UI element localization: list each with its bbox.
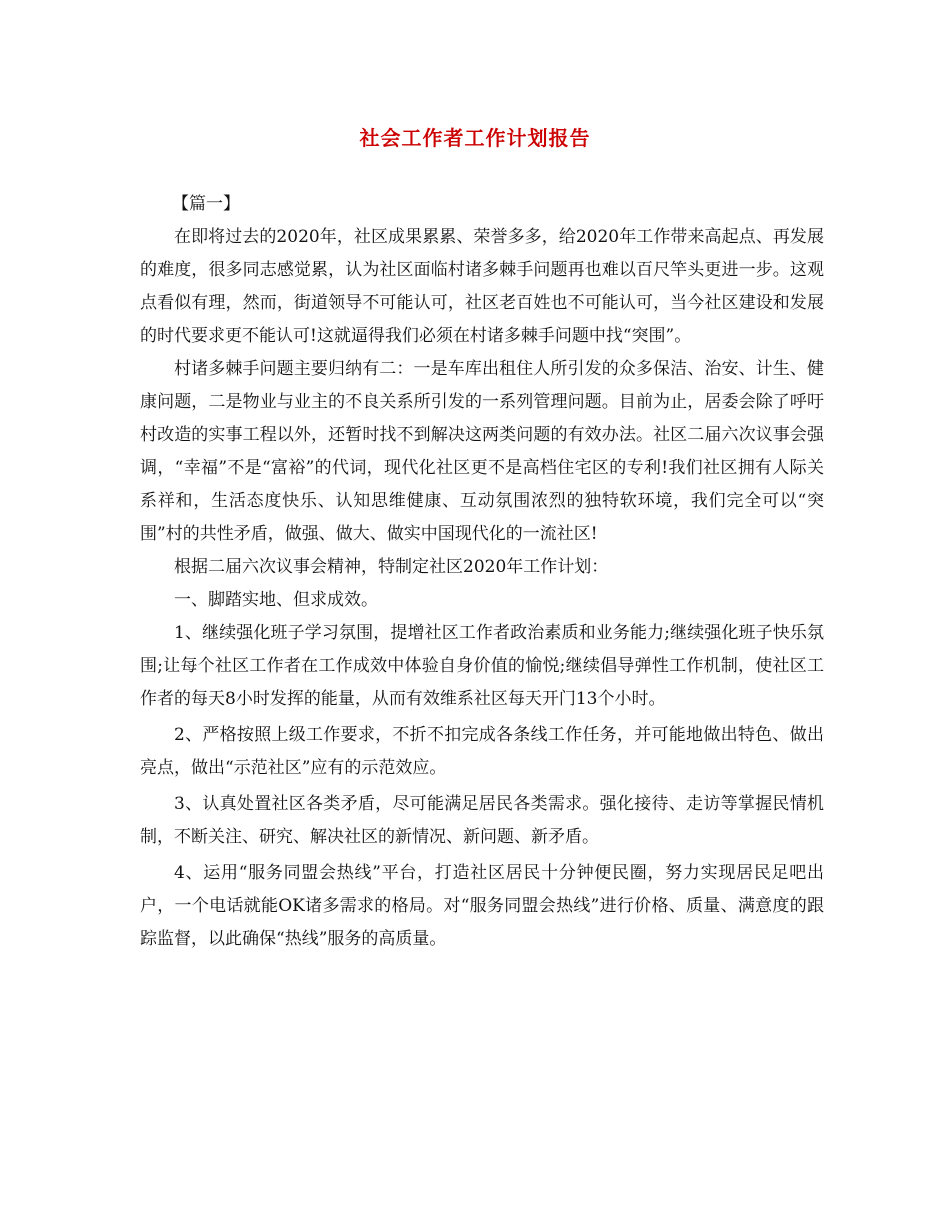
document-body xyxy=(140,188,824,956)
section-label: 【篇一】 xyxy=(172,194,240,214)
paragraph-plan-intro: 根据二届六次议事会精神，特制定社区2020年工作计划： xyxy=(174,557,609,577)
paragraph-item-4: 4、运用“服务同盟会热线”平台，打造社区居民十分钟便民圈，努力实现居民足吧出户，一个电话就能OK诸多需求的格局。对“服务同盟会热线”进行价格、质量、满意度的跟踪监督，以此确保“热线”服务的高质量。 xyxy=(140,863,824,949)
paragraph-item-2: 2、严格按照上级工作要求，不折不扣完成各条线工作任务，并可能地做出特色、做出亮点，做出“示范社区”应有的示范效应。 xyxy=(140,725,824,778)
paragraph-item-3: 3、认真处置社区各类矛盾，尽可能满足居民各类需求。强化接待、走访等掌握民情机制，不断关注、研究、解决社区的新情况、新问题、新矛盾。 xyxy=(140,794,824,847)
paragraph-heading-one: 一、脚踏实地、但求成效。 xyxy=(174,590,378,610)
paragraph-item-1: 1、继续强化班子学习氛围，提增社区工作者政治素质和业务能力;继续强化班子快乐氛围;让每个社区工作者在工作成效中体验自身价值的愉悦;继续倡导弹性工作机制，使社区工作者的每天8小时发挥的能量，从而有效维系社区每天开门13个小时。 xyxy=(140,623,824,709)
paragraph-intro: 在即将过去的2020年，社区成果累累、荣誉多多，给2020年工作带来高起点、再发展的难度，很多同志感觉累，认为社区面临村诸多棘手问题再也难以百尺竿头更进一步。这观点看似有理，然而，街道领导不可能认可，社区老百姓也不可能认可，当今社区建设和发展的时代要求更不能认可!这就逼得我们必须在村诸多棘手问题中找“突围”。 xyxy=(140,227,824,346)
document-title: 社会工作者工作计划报告 xyxy=(359,126,591,150)
paragraph-problems: 村诸多棘手问题主要归纳有二：一是车库出租住人所引发的众多保洁、治安、计生、健康问题，二是物业与业主的不良关系所引发的一系列管理问题。目前为止，居委会除了呼吁村改造的实事工程以外，还暂时找不到解决这两类问题的有效办法。社区二届六次议事会强调，“幸福”不是“富裕”的代词，现代化社区更不是高档住宅区的专利!我们社区拥有人际关系祥和，生活态度快乐、认知思维健康、互动氛围浓烈的独特软环境，我们完全可以“突围”村的共性矛盾，做强、做大、做实中国现代化的一流社区! xyxy=(140,359,824,544)
